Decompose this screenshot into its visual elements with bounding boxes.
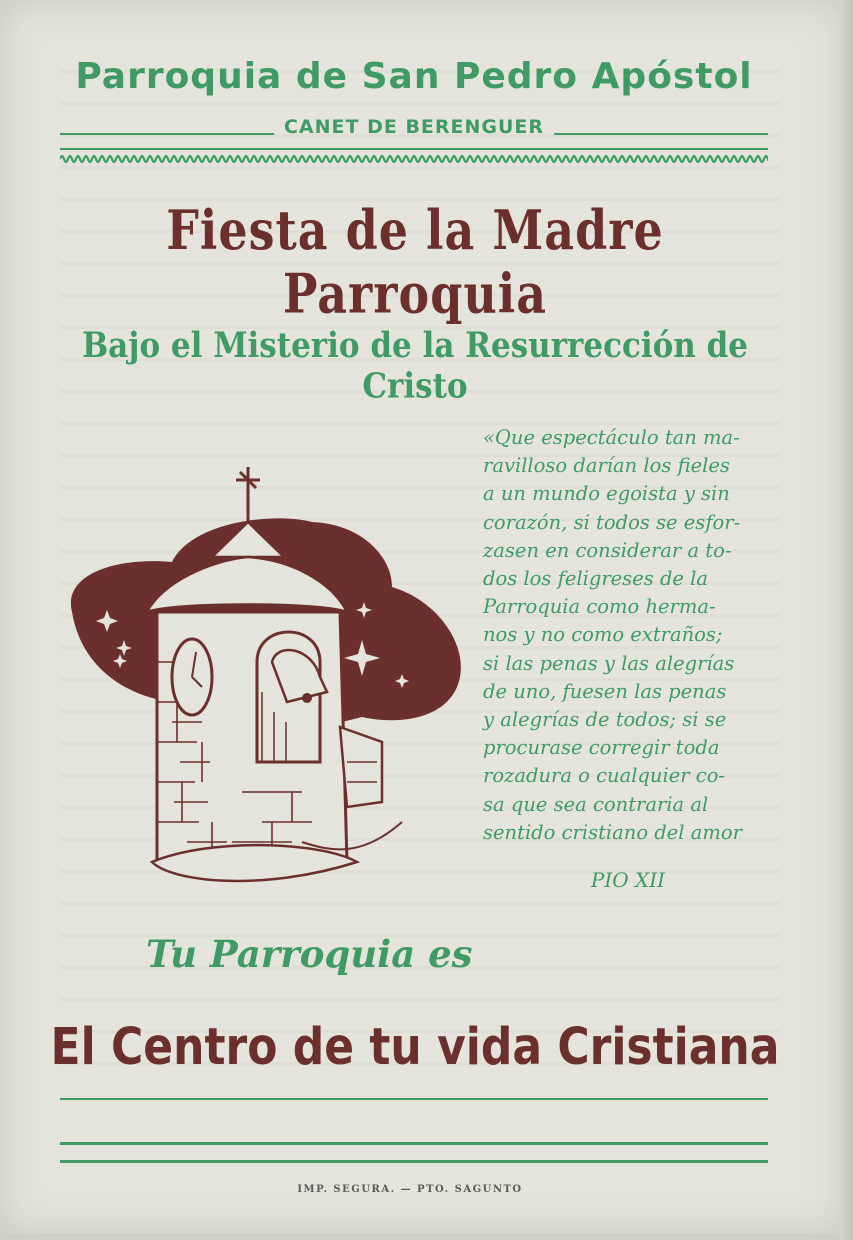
quote-line: «Que espectáculo tan ma- [483, 426, 740, 449]
quote-line: a un mundo egoista y sin [483, 482, 730, 506]
town-name: CANET DE BERENGUER [283, 116, 545, 138]
event-subtitle: Bajo el Misterio de la Resurrección de Cristo [81, 325, 749, 407]
quote-line: de uno, fuesen las penas [483, 679, 727, 703]
quote-line: sa que sea contraria al [483, 792, 709, 816]
quote-line: dos los feligreses de la [483, 567, 709, 591]
quote-line: rozadura o cualquier co- [483, 764, 726, 788]
quote-line: Parroquia como herma- [483, 595, 716, 619]
quote-line: sentido cristiano del amor [483, 820, 742, 844]
bell-tower-illustration [62, 462, 472, 894]
footer-rule [60, 1142, 768, 1145]
quote-line: corazón, si todos se esfor- [483, 510, 741, 534]
event-title: Fiesta de la Madre Parroquia [166, 198, 664, 326]
town-row [60, 112, 768, 142]
quote-line: procurase corregir toda [483, 736, 720, 760]
cross-icon [236, 467, 260, 522]
quote-line: zasen en considerar a to- [483, 538, 732, 562]
motto-heading: Tu Parroquia es [146, 932, 473, 976]
printer-credit: IMP. SEGURA. — PTO. SAGUNTO [297, 1184, 523, 1195]
parish-name: Parroquia de San Pedro Apóstol [75, 56, 753, 97]
page-edge [840, 0, 853, 1240]
quote-line: y alegrías de todos; si se [483, 708, 727, 732]
footer-rule [60, 1098, 768, 1100]
motto-line: El Centro de tu vida Cristiana [50, 1018, 780, 1077]
town-rule-left [60, 133, 274, 135]
quote-line: si las penas y las alegrías [483, 651, 735, 675]
wave-ornament [60, 146, 768, 168]
footer-rule [60, 1160, 768, 1163]
pope-quote [483, 424, 773, 847]
quote-line: ravilloso darían los fieles [483, 454, 730, 478]
quote-author: PIO XII [590, 868, 666, 892]
town-rule-right [554, 133, 768, 135]
quote-line: nos y no como extraños; [483, 623, 723, 647]
